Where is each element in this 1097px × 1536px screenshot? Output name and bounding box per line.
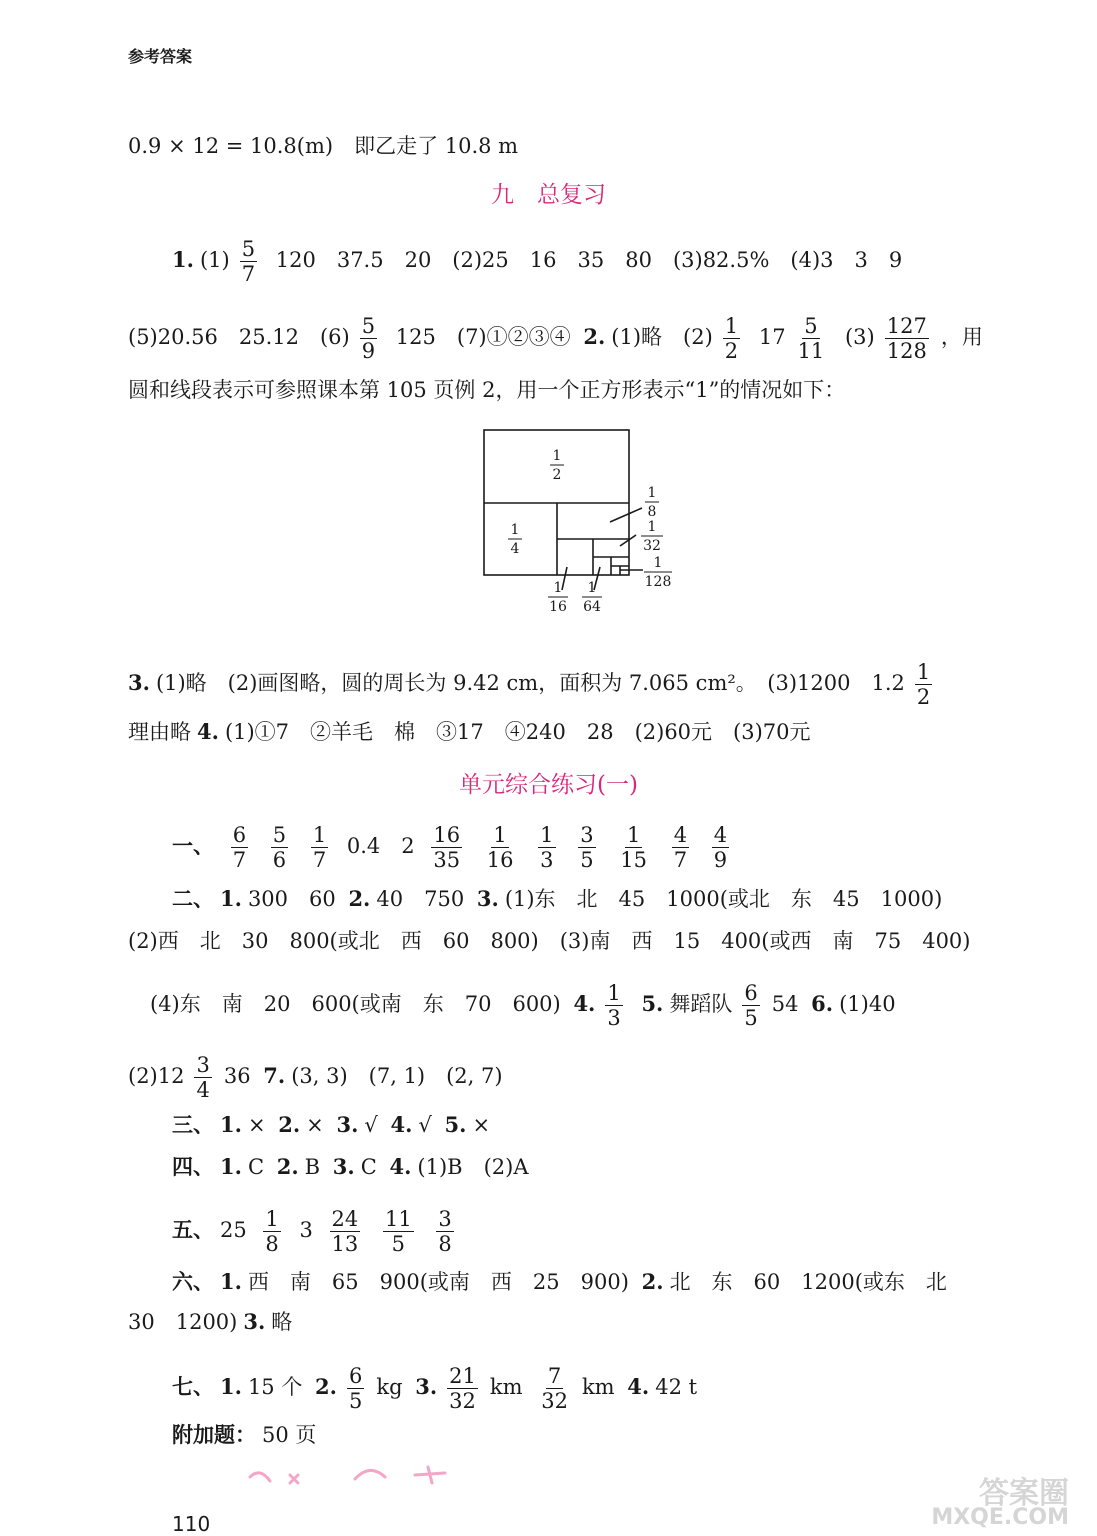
part6-line2: 30 1200) 3. 略: [128, 1309, 293, 1334]
intro-line: 0.9 × 12 = 10.8(m) 即乙走了 10.8 m: [128, 134, 519, 158]
label-eighth-den: 8: [647, 504, 657, 520]
label-quarter-den: 4: [510, 541, 520, 557]
part4-line: 四、 1. C 2. B 3. C 4. (1)B (2)A: [172, 1154, 529, 1179]
page-number: 110: [172, 1512, 211, 1536]
label-16-den: 16: [549, 599, 567, 615]
part2-line2: (2)西 北 30 800(或北 西 60 800) (3)南 西 15 400(或西 南 75 400): [128, 929, 971, 953]
part2-line4: (2)12 $\frac{3}{4}$ 36 7. (3, 3) (7, 1) (2, 7): [128, 1053, 503, 1103]
label-quarter-num: 1: [510, 522, 520, 538]
fraction: $\frac{5}{7}$: [241, 237, 256, 287]
decorative-doodle-icon: [240, 1455, 470, 1495]
part5-line: 五、 25 $\frac{1}{8}$ 3 $\frac{24}{13}$ $\frac{11}{5}$ $\frac{3}{8}$: [172, 1207, 452, 1257]
part1-line: 一、 $\frac{6}{7}$ $\frac{5}{6}$ $\frac{1}{7}$ 0.4 2 $\frac{16}{35}$ $\frac{1}{16}$ $\frac{1}{3}$ $\frac{3}{5}$ $\frac{1}{15}$ $\frac{4}{7}$ $\frac{4}{9}$: [172, 823, 728, 873]
q1-line3: 圆和线段表示可参照课本第 105 页例 2，用一个正方形表示“1”的情况如下：: [128, 378, 846, 402]
part3-line: 三、 1. × 2. × 3. √ 4. √ 5. ×: [172, 1112, 491, 1137]
part7-line: 七、 1. 15 个 2. $\frac{6}{5}$ kg 3. $\frac{21}{32}$ km $\frac{7}{32}$ km 4. 42 t: [172, 1364, 698, 1414]
extra-question: 附加题： 50 页: [172, 1422, 317, 1447]
q4-line: 理由略 4. (1)①7 ②羊毛 棉 ③17 ④240 28 (2)60元 (3)70元: [128, 719, 811, 744]
part6-line1: 六、 1. 西 南 65 900(或南 西 25 900) 2. 北 东 60 1200(或东 北: [172, 1269, 947, 1294]
section-title-review: 九 总复习: [491, 182, 606, 208]
watermark: 答案圈: [979, 1476, 1069, 1511]
part2-line3: (4)东 南 20 600(或南 东 70 600) 4. $\frac{1}{3}$ 5. 舞蹈队 $\frac{6}{5}$ 54 6. (1)40: [150, 981, 896, 1031]
label-128-num: 1: [653, 555, 663, 571]
label-32-den: 32: [643, 538, 661, 554]
label-16-num: 1: [553, 580, 563, 596]
label-64-num: 1: [587, 580, 597, 596]
watermark-url: MXQE.COM: [931, 1505, 1069, 1530]
section-title-unit1: 单元综合练习(一): [459, 772, 638, 798]
label-eighth-num: 1: [647, 485, 657, 501]
label-half-num: 1: [552, 448, 562, 464]
q3-line: 3. (1)略 (2)画图略，圆的周长为 9.42 cm，面积为 7.065 cm²。 (3)1200 1.2 $\frac{1}{2}$: [128, 660, 931, 710]
part2-line1: 二、 1. 300 60 2. 40 750 3. (1)东 北 45 1000(或北 东 45 1000): [172, 886, 943, 911]
q1-line2: (5)20.56 25.12 (6) $\frac{5}{9}$ 125 (7)①②③④ 2. (1)略 (2) $\frac{1}{2}$ 17 $\frac{5}{11}$ (3) $\frac{127}{128}$ ，用: [128, 314, 983, 364]
label-64-den: 64: [583, 599, 601, 615]
page-header: 参考答案: [128, 47, 193, 66]
label-half-den: 2: [552, 467, 562, 483]
label-128-den: 128: [644, 574, 672, 590]
fraction-square-diagram: [470, 422, 690, 622]
label-32-num: 1: [647, 519, 657, 535]
q1-line1: 1. (1) $\frac{5}{7}$ 120 37.5 20 (2)25 16 35 80 (3)82.5% (4)3 3 9: [172, 237, 903, 287]
